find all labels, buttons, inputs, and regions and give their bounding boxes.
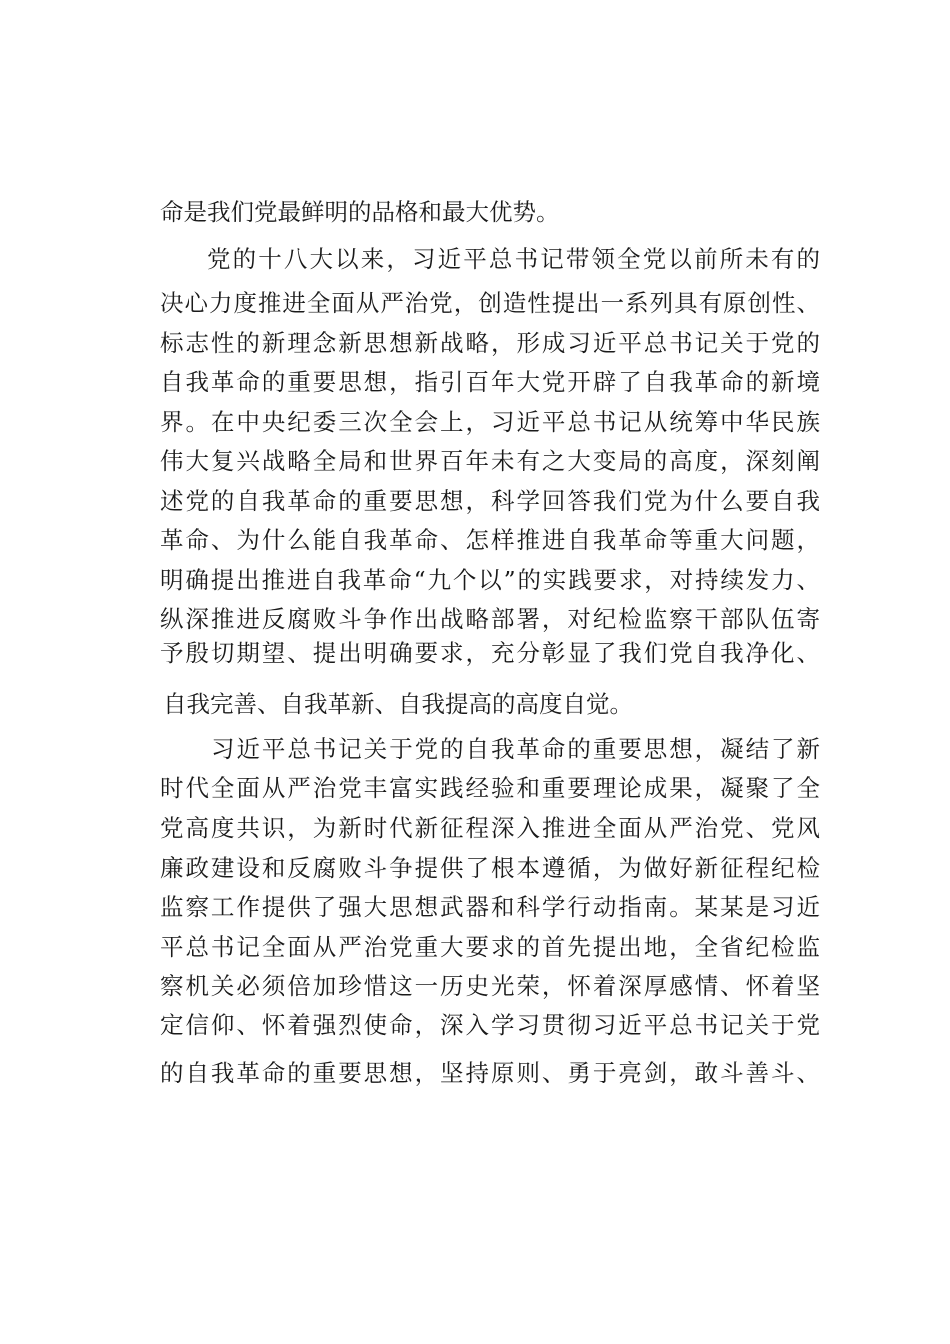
text-line: 自我完善、自我革新、自我提高的高度自觉。 [163, 690, 633, 718]
text-line: 革命、为什么能自我革命、怎样推进自我革命等重大问题， [160, 526, 820, 554]
paragraph-first-line: 党的十八大以来，习近平总书记带领全党以前所未有的 [207, 245, 820, 273]
text-line: 界。在中央纪委三次全会上，习近平总书记从统筹中华民族 [160, 408, 820, 436]
text-line: 监察工作提供了强大思想武器和科学行动指南。某某是习近 [160, 893, 820, 921]
text-line: 定信仰、怀着强烈使命，深入学习贯彻习近平总书记关于党 [160, 1011, 820, 1039]
text-line: 予殷切期望、提出明确要求，充分彰显了我们党自我净化、 [160, 639, 820, 667]
text-line: 明确提出推进自我革命“九个以”的实践要求，对持续发力、 [160, 566, 820, 594]
text-line: 伟大复兴战略全局和世界百年未有之大变局的高度，深刻阐 [160, 447, 820, 475]
text-line: 命是我们党最鲜明的品格和最大优势。 [160, 198, 560, 226]
text-line: 的自我革命的重要思想，坚持原则、勇于亮剑，敢斗善斗、 [160, 1059, 820, 1087]
text-line: 党高度共识，为新时代新征程深入推进全面从严治党、党风 [160, 814, 820, 842]
text-line: 述党的自我革命的重要思想，科学回答我们党为什么要自我 [160, 487, 820, 515]
text-line: 标志性的新理念新思想新战略，形成习近平总书记关于党的 [160, 329, 820, 357]
text-line: 平总书记全面从严治党重大要求的首先提出地，全省纪检监 [160, 933, 820, 961]
text-line: 纵深推进反腐败斗争作出战略部署，对纪检监察干部队伍寄 [160, 605, 820, 633]
text-line: 廉政建设和反腐败斗争提供了根本遵循，为做好新征程纪检 [160, 854, 820, 882]
text-line: 决心力度推进全面从严治党，创造性提出一系列具有原创性、 [160, 289, 820, 317]
text-line: 时代全面从严治党丰富实践经验和重要理论成果，凝聚了全 [160, 774, 820, 802]
text-line: 自我革命的重要思想，指引百年大党开辟了自我革命的新境 [160, 368, 820, 396]
paragraph-first-line: 习近平总书记关于党的自我革命的重要思想，凝结了新 [211, 735, 820, 763]
text-line: 察机关必须倍加珍惜这一历史光荣，怀着深厚感情、怀着坚 [160, 972, 820, 1000]
